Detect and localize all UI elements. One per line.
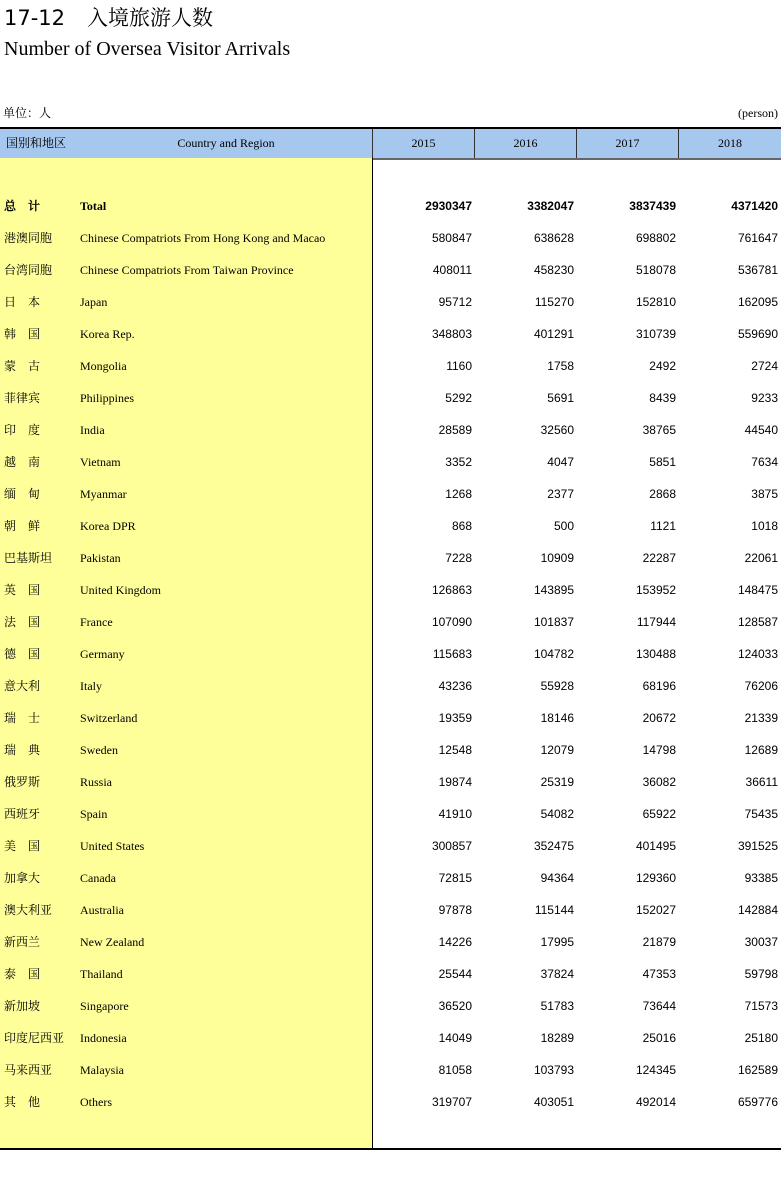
region-name-en: Thailand bbox=[80, 967, 123, 981]
region-name-en: Canada bbox=[80, 871, 116, 885]
value-2015: 408011 bbox=[432, 263, 472, 277]
value-2016: 32560 bbox=[540, 423, 574, 437]
table-row-total bbox=[0, 190, 781, 222]
table-row bbox=[0, 894, 781, 926]
region-name-cn: 台湾同胞 bbox=[4, 263, 53, 277]
value-2018: 21339 bbox=[744, 711, 778, 725]
table-row bbox=[0, 478, 781, 510]
region-name-en: Russia bbox=[80, 775, 113, 789]
value-2017: 68196 bbox=[642, 679, 676, 693]
header-year-2015: 2015 bbox=[411, 136, 436, 150]
region-name-en: India bbox=[80, 423, 105, 437]
region-name-cn: 新加坡 bbox=[4, 999, 41, 1013]
region-name-en: Italy bbox=[80, 679, 102, 693]
value-2018: 3875 bbox=[751, 487, 778, 501]
value-2017: 117944 bbox=[636, 615, 676, 629]
value-2018: 9233 bbox=[751, 391, 778, 405]
value-2017: 152810 bbox=[635, 295, 676, 309]
value-2015: 1268 bbox=[445, 487, 472, 501]
value-2016: 458230 bbox=[533, 263, 574, 277]
region-name-cn: 其 他 bbox=[4, 1095, 41, 1109]
region-name-cn: 俄罗斯 bbox=[4, 775, 41, 789]
region-name-cn: 泰 国 bbox=[4, 967, 41, 981]
header-region-cn: 国别和地区 bbox=[6, 136, 67, 150]
region-name-en: Total bbox=[80, 199, 107, 213]
value-2016: 500 bbox=[553, 519, 574, 533]
visitor-arrivals-table bbox=[0, 127, 781, 1150]
value-2017: 2492 bbox=[649, 359, 676, 373]
table-row bbox=[0, 830, 781, 862]
region-name-cn: 菲律宾 bbox=[4, 391, 41, 405]
table-row bbox=[0, 510, 781, 542]
table-header bbox=[0, 127, 781, 158]
value-2018: 44540 bbox=[744, 423, 778, 437]
value-2018: 59798 bbox=[744, 967, 778, 981]
region-name-cn: 瑞 典 bbox=[4, 743, 41, 757]
region-name-en: Malaysia bbox=[80, 1063, 124, 1077]
header-year-2017: 2017 bbox=[615, 136, 640, 150]
unit-label-en: (person) bbox=[738, 106, 778, 120]
table-row bbox=[0, 542, 781, 574]
region-name-en: Japan bbox=[80, 295, 108, 309]
value-2015: 43236 bbox=[438, 679, 472, 693]
region-name-cn: 美 国 bbox=[4, 839, 41, 853]
header-year-2018: 2018 bbox=[718, 136, 742, 150]
region-name-en: Korea Rep. bbox=[80, 327, 135, 341]
value-2017: 2868 bbox=[649, 487, 676, 501]
table-bottom-rule bbox=[0, 1148, 781, 1150]
region-name-cn: 印 度 bbox=[4, 423, 41, 437]
value-2017: 73644 bbox=[642, 999, 676, 1013]
region-name-cn: 西班牙 bbox=[4, 807, 41, 821]
table-row bbox=[0, 606, 781, 638]
table-row bbox=[0, 574, 781, 606]
value-2018: 2724 bbox=[751, 359, 778, 373]
region-name-cn: 巴基斯坦 bbox=[4, 551, 53, 565]
value-2016: 101837 bbox=[533, 615, 574, 629]
region-name-en: Mongolia bbox=[80, 359, 127, 373]
value-2017: 518078 bbox=[635, 263, 676, 277]
value-2015: 36520 bbox=[438, 999, 472, 1013]
value-2015: 14226 bbox=[438, 935, 472, 949]
value-2018: 7634 bbox=[751, 455, 778, 469]
table-row bbox=[0, 318, 781, 350]
region-name-cn: 韩 国 bbox=[4, 327, 41, 341]
value-2016: 37824 bbox=[540, 967, 574, 981]
region-name-cn: 英 国 bbox=[4, 583, 41, 597]
value-2015: 868 bbox=[451, 519, 472, 533]
table-row bbox=[0, 414, 781, 446]
header-year-2016: 2016 bbox=[513, 136, 538, 150]
value-2017: 3837439 bbox=[629, 199, 676, 213]
value-2016: 104782 bbox=[533, 647, 574, 661]
region-name-en: Vietnam bbox=[80, 455, 121, 469]
table-number: 17-12 bbox=[4, 6, 66, 30]
value-2015: 2930347 bbox=[425, 199, 472, 213]
value-2018: 71573 bbox=[744, 999, 778, 1013]
value-2016: 638628 bbox=[533, 231, 574, 245]
table-row bbox=[0, 766, 781, 798]
value-2016: 3382047 bbox=[527, 199, 574, 213]
value-2018: 93385 bbox=[744, 871, 778, 885]
table-title-cn bbox=[4, 4, 213, 32]
value-2016: 2377 bbox=[547, 487, 574, 501]
value-2016: 94364 bbox=[540, 871, 574, 885]
value-2015: 115683 bbox=[432, 647, 472, 661]
value-2016: 12079 bbox=[540, 743, 574, 757]
table-row bbox=[0, 254, 781, 286]
table-row bbox=[0, 1054, 781, 1086]
region-name-en: Philippines bbox=[80, 391, 135, 405]
table-row bbox=[0, 990, 781, 1022]
region-name-en: Sweden bbox=[80, 743, 118, 757]
value-2017: 492014 bbox=[635, 1095, 676, 1109]
table-row bbox=[0, 734, 781, 766]
region-name-en: Chinese Compatriots From Taiwan Province bbox=[80, 263, 294, 277]
region-name-en: Chinese Compatriots From Hong Kong and Macao bbox=[80, 231, 326, 245]
value-2017: 129360 bbox=[635, 871, 676, 885]
value-2016: 51783 bbox=[540, 999, 574, 1013]
value-2018: 1018 bbox=[751, 519, 778, 533]
value-2018: 128587 bbox=[737, 615, 778, 629]
value-2018: 761647 bbox=[737, 231, 778, 245]
value-2016: 401291 bbox=[533, 327, 574, 341]
value-2017: 20672 bbox=[642, 711, 676, 725]
value-2017: 401495 bbox=[635, 839, 676, 853]
unit-label-cn: 单位：人 bbox=[3, 106, 52, 120]
value-2018: 162589 bbox=[737, 1063, 778, 1077]
value-2015: 19359 bbox=[438, 711, 472, 725]
region-name-cn: 蒙 古 bbox=[4, 359, 41, 373]
value-2017: 22287 bbox=[642, 551, 676, 565]
value-2018: 162095 bbox=[737, 295, 778, 309]
value-2015: 1160 bbox=[446, 359, 472, 373]
region-name-cn: 马来西亚 bbox=[4, 1063, 53, 1077]
region-name-en: Spain bbox=[80, 807, 108, 821]
value-2015: 72815 bbox=[438, 871, 472, 885]
table-row bbox=[0, 638, 781, 670]
value-2017: 14798 bbox=[642, 743, 676, 757]
value-2015: 5292 bbox=[445, 391, 472, 405]
region-name-en: Myanmar bbox=[80, 487, 127, 501]
region-name-cn: 德 国 bbox=[4, 647, 41, 661]
value-2018: 148475 bbox=[737, 583, 778, 597]
region-name-cn: 总 计 bbox=[4, 199, 41, 213]
value-2016: 5691 bbox=[547, 391, 574, 405]
value-2017: 25016 bbox=[642, 1031, 676, 1045]
value-2018: 124033 bbox=[737, 647, 778, 661]
table-title-en: Number of Oversea Visitor Arrivals bbox=[4, 38, 291, 60]
value-2016: 18146 bbox=[540, 711, 574, 725]
region-name-en: Indonesia bbox=[80, 1031, 127, 1045]
value-2015: 580847 bbox=[431, 231, 472, 245]
value-2015: 348803 bbox=[431, 327, 472, 341]
region-name-cn: 新西兰 bbox=[4, 935, 41, 949]
value-2017: 47353 bbox=[642, 967, 676, 981]
region-name-cn: 日 本 bbox=[4, 295, 41, 309]
value-2016: 25319 bbox=[540, 775, 574, 789]
value-2015: 97878 bbox=[438, 903, 472, 917]
value-2017: 38765 bbox=[642, 423, 676, 437]
value-2017: 8439 bbox=[649, 391, 676, 405]
value-2015: 25544 bbox=[438, 967, 472, 981]
value-2016: 403051 bbox=[533, 1095, 574, 1109]
value-2015: 3352 bbox=[445, 455, 472, 469]
value-2017: 1121 bbox=[650, 519, 676, 533]
value-2015: 41910 bbox=[438, 807, 472, 821]
table-row bbox=[0, 670, 781, 702]
value-2017: 21879 bbox=[642, 935, 676, 949]
table-row bbox=[0, 222, 781, 254]
table-row bbox=[0, 926, 781, 958]
value-2016: 18289 bbox=[540, 1031, 574, 1045]
table-row bbox=[0, 862, 781, 894]
table-row bbox=[0, 286, 781, 318]
value-2017: 310739 bbox=[635, 327, 676, 341]
region-name-cn: 加拿大 bbox=[4, 871, 41, 885]
value-2015: 19874 bbox=[438, 775, 472, 789]
table-title-cn-text: 入境旅游人数 bbox=[87, 6, 214, 30]
region-name-cn: 越 南 bbox=[4, 455, 41, 469]
value-2016: 55928 bbox=[540, 679, 574, 693]
value-2017: 153952 bbox=[635, 583, 676, 597]
value-2015: 7228 bbox=[445, 551, 472, 565]
value-2017: 36082 bbox=[642, 775, 676, 789]
value-2017: 65922 bbox=[642, 807, 676, 821]
value-2018: 536781 bbox=[737, 263, 778, 277]
value-2016: 115270 bbox=[534, 295, 574, 309]
table-row bbox=[0, 446, 781, 478]
table-row bbox=[0, 958, 781, 990]
region-name-cn: 意大利 bbox=[4, 679, 41, 693]
region-name-en: New Zealand bbox=[80, 935, 145, 949]
region-name-en: Germany bbox=[80, 647, 125, 661]
value-2015: 12548 bbox=[438, 743, 472, 757]
value-2016: 352475 bbox=[533, 839, 574, 853]
value-2017: 130488 bbox=[635, 647, 676, 661]
value-2016: 10909 bbox=[540, 551, 574, 565]
value-2018: 659776 bbox=[737, 1095, 778, 1109]
value-2016: 1758 bbox=[547, 359, 574, 373]
value-2018: 30037 bbox=[744, 935, 778, 949]
table-row bbox=[0, 382, 781, 414]
value-2017: 5851 bbox=[649, 455, 676, 469]
value-2018: 36611 bbox=[745, 775, 778, 789]
table-row bbox=[0, 350, 781, 382]
region-name-en: France bbox=[80, 615, 113, 629]
region-name-en: Korea DPR bbox=[80, 519, 136, 533]
value-2016: 54082 bbox=[540, 807, 574, 821]
value-2016: 17995 bbox=[540, 935, 574, 949]
value-2018: 391525 bbox=[737, 839, 778, 853]
region-name-cn: 港澳同胞 bbox=[4, 231, 53, 245]
value-2018: 4371420 bbox=[731, 199, 778, 213]
value-2015: 319707 bbox=[431, 1095, 472, 1109]
value-2018: 75435 bbox=[744, 807, 778, 821]
region-name-en: Australia bbox=[80, 903, 124, 917]
region-name-en: Switzerland bbox=[80, 711, 138, 725]
value-2018: 559690 bbox=[737, 327, 778, 341]
value-2018: 142884 bbox=[737, 903, 778, 917]
region-name-cn: 瑞 士 bbox=[4, 711, 41, 725]
value-2015: 95712 bbox=[438, 295, 472, 309]
table-row bbox=[0, 702, 781, 734]
value-2017: 124345 bbox=[635, 1063, 676, 1077]
value-2018: 12689 bbox=[744, 743, 778, 757]
value-2015: 14049 bbox=[438, 1031, 472, 1045]
value-2015: 300857 bbox=[431, 839, 472, 853]
region-name-en: United States bbox=[80, 839, 145, 853]
region-name-cn: 朝 鲜 bbox=[4, 519, 41, 533]
region-name-en: Pakistan bbox=[80, 551, 121, 565]
value-2015: 28589 bbox=[438, 423, 472, 437]
table-row bbox=[0, 1022, 781, 1054]
value-2018: 76206 bbox=[744, 679, 778, 693]
value-2016: 4047 bbox=[547, 455, 574, 469]
value-2015: 81058 bbox=[438, 1063, 472, 1077]
value-2015: 126863 bbox=[431, 583, 472, 597]
table-row bbox=[0, 798, 781, 830]
header-region-en: Country and Region bbox=[177, 136, 275, 150]
region-name-en: Others bbox=[80, 1095, 112, 1109]
value-2016: 143895 bbox=[533, 583, 574, 597]
value-2015: 107090 bbox=[431, 615, 472, 629]
region-name-cn: 法 国 bbox=[4, 615, 41, 629]
region-name-en: United Kingdom bbox=[80, 583, 161, 597]
value-2018: 22061 bbox=[744, 551, 778, 565]
value-2018: 25180 bbox=[744, 1031, 778, 1045]
value-2017: 698802 bbox=[635, 231, 676, 245]
value-2016: 115144 bbox=[534, 903, 574, 917]
region-name-cn: 缅 甸 bbox=[4, 487, 41, 501]
region-name-cn: 澳大利亚 bbox=[4, 903, 53, 917]
table-row bbox=[0, 1086, 781, 1118]
value-2016: 103793 bbox=[533, 1063, 574, 1077]
region-name-cn: 印度尼西亚 bbox=[4, 1031, 65, 1045]
region-name-en: Singapore bbox=[80, 999, 129, 1013]
value-2017: 152027 bbox=[635, 903, 676, 917]
